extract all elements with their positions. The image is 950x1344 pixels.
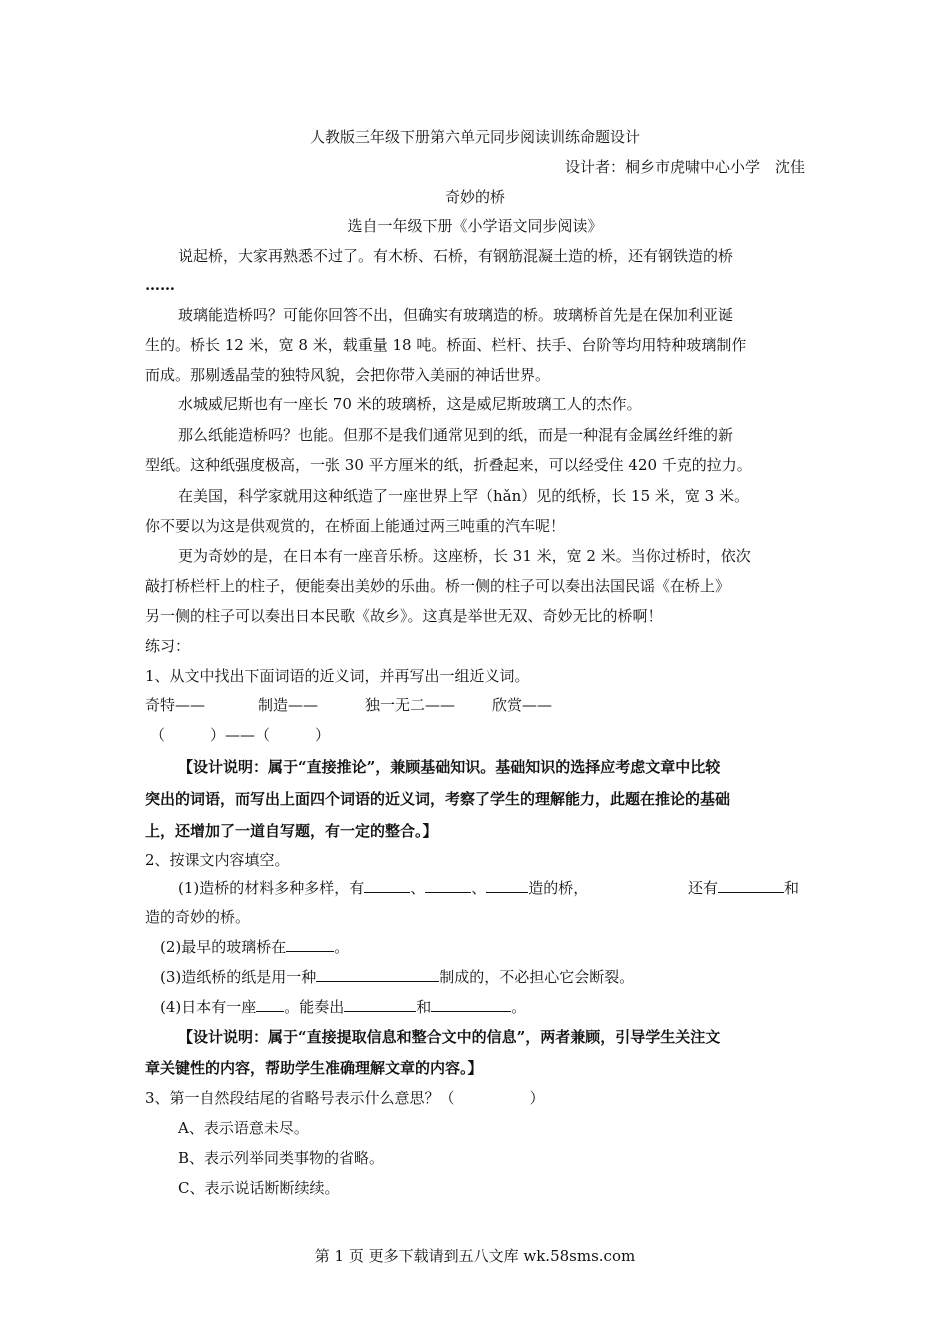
- q2-item-4-text-d: 。: [511, 998, 527, 1016]
- q3-option-b: B、表示列举同类事物的省略。: [178, 1149, 385, 1167]
- blank-line[interactable]: [364, 878, 410, 893]
- q2-design-note-line-2: 章关键性的内容，帮助学生准确理解文章的内容。】: [145, 1059, 483, 1077]
- paragraph-4-line-2: 型纸。这种纸强度极高，一张 30 平方厘米的纸，折叠起来，可以经受住 420 千克的拉力。: [145, 456, 752, 474]
- q2-item-4-text-b: 。能奏出: [284, 998, 345, 1016]
- paragraph-2-line-1: 玻璃能造桥吗？可能你回答不出，但确实有玻璃造的桥。玻璃桥首先是在保加利亚诞: [178, 306, 734, 324]
- q2-item-4-text-a: (4)日本有一座: [160, 998, 257, 1016]
- q3-option-a: A、表示语意未尽。: [178, 1119, 309, 1137]
- q2-item-4: [160, 997, 526, 1017]
- q2-item-3-text-a: (3)造纸桥的纸是用一种: [160, 968, 317, 986]
- q1-word-2: 制造——: [258, 696, 319, 714]
- article-source: 选自一年级下册《小学语文同步阅读》: [347, 217, 603, 235]
- q2-item-2: [160, 937, 349, 957]
- q1-design-note-line-2: 突出的词语，而写出上面四个词语的近义词，考察了学生的理解能力，此题在推论的基础: [145, 790, 731, 808]
- blank-line[interactable]: [718, 878, 784, 893]
- blank-line[interactable]: [425, 878, 471, 893]
- q1-design-note-line-1: 【设计说明：属于“直接推论”，兼顾基础知识。基础知识的选择应考虑文章中比较: [178, 758, 721, 776]
- blank-line[interactable]: [486, 878, 528, 893]
- paragraph-6-line-1: 更为奇妙的是，在日本有一座音乐桥。这座桥，长 31 米，宽 2 米。当你过桥时，依次: [178, 547, 751, 565]
- blank-line[interactable]: [431, 997, 511, 1012]
- q2-item-3: [160, 967, 634, 987]
- q1-extra-pair: （ ）——（ ）: [150, 726, 331, 744]
- q2-item-1-line-2: 造的奇妙的桥。: [145, 908, 251, 926]
- q1-design-note-line-3: 上，还增加了一道自写题，有一定的整合。】: [145, 822, 438, 840]
- paragraph-2-line-3: 而成。那剔透晶莹的独特风貌，会把你带入美丽的神话世界。: [145, 366, 551, 384]
- paragraph-3: 水城威尼斯也有一座长 70 米的玻璃桥，这是威尼斯玻璃工人的杰作。: [178, 395, 642, 413]
- q2-item-1-sep-2: 、: [471, 879, 487, 897]
- q2-item-1-sep-1: 、: [410, 879, 426, 897]
- paragraph-1-line-1: 说起桥，大家再熟悉不过了。有木桥、石桥，有钢筋混凝土造的桥，还有钢铁造的桥: [178, 247, 734, 265]
- q2-item-1-text-b: 造的桥，: [528, 879, 589, 897]
- q1-word-4: 欣赏——: [492, 696, 553, 714]
- q2-item-2-text-b: 。: [334, 938, 350, 956]
- designer-line: 设计者：桐乡市虎啸中心小学 沈佳: [564, 158, 805, 176]
- q2-item-4-text-c: 和: [416, 998, 432, 1016]
- exercise-heading: 练习：: [145, 637, 191, 655]
- q2-item-3-text-b: 制成的，不必担心它会断裂。: [439, 968, 635, 986]
- blank-line[interactable]: [344, 997, 416, 1012]
- article-title: 奇妙的桥: [444, 188, 505, 206]
- paragraph-2-line-2: 生的。桥长 12 米，宽 8 米，载重量 18 吨。桥面、栏杆、扶手、台阶等均用特种玻璃制作: [145, 336, 747, 354]
- q3-option-c: C、表示说话断断续续。: [178, 1179, 340, 1197]
- blank-line[interactable]: [286, 937, 334, 952]
- paragraph-1-line-2: ……: [145, 276, 175, 294]
- q2-item-1-text-a: (1)造桥的材料多种多样，有: [178, 879, 365, 897]
- paragraph-6-line-3: 另一侧的柱子可以奏出日本民歌《故乡》。这真是举世无双、奇妙无比的桥啊！: [145, 607, 663, 625]
- q2-item-2-text-a: (2)最早的玻璃桥在: [160, 938, 287, 956]
- q2-design-note-line-1: 【设计说明：属于“直接提取信息和整合文中的信息”，两者兼顾，引导学生关注文: [178, 1028, 721, 1046]
- blank-line[interactable]: [256, 997, 284, 1012]
- blank-line[interactable]: [316, 967, 439, 982]
- document-title: 人教版三年级下册第六单元同步阅读训练命题设计: [309, 128, 640, 146]
- question-2-prompt: 2、按课文内容填空。: [145, 851, 290, 869]
- q2-item-1-text-c: 还有: [688, 879, 719, 897]
- page-footer: 第 1 页 更多下载请到五八文库 wk.58sms.com: [314, 1247, 636, 1265]
- paragraph-5-line-2: 你不要以为这是供观赏的，在桥面上能通过两三吨重的汽车呢！: [145, 517, 566, 535]
- q2-item-1-line-1-right: [688, 878, 799, 898]
- q2-item-1-line-1: [178, 878, 588, 898]
- question-3-prompt: 3、第一自然段结尾的省略号表示什么意思？（ ）: [145, 1089, 545, 1107]
- question-1-prompt: 1、从文中找出下面词语的近义词，并再写出一组近义词。: [145, 667, 530, 685]
- q2-item-1-text-d: 和: [784, 879, 800, 897]
- paragraph-6-line-2: 敲打桥栏杆上的柱子，便能奏出美妙的乐曲。桥一侧的柱子可以奏出法国民谣《在桥上》: [145, 577, 731, 595]
- q1-word-1: 奇特——: [145, 696, 206, 714]
- q1-word-3: 独一无二——: [365, 696, 456, 714]
- paragraph-4-line-1: 那么纸能造桥吗？也能。但那不是我们通常见到的纸，而是一种混有金属丝纤维的新: [178, 426, 734, 444]
- paragraph-5-line-1: 在美国，科学家就用这种纸造了一座世界上罕（hǎn）见的纸桥，长 15 米，宽 3 米。: [178, 487, 749, 505]
